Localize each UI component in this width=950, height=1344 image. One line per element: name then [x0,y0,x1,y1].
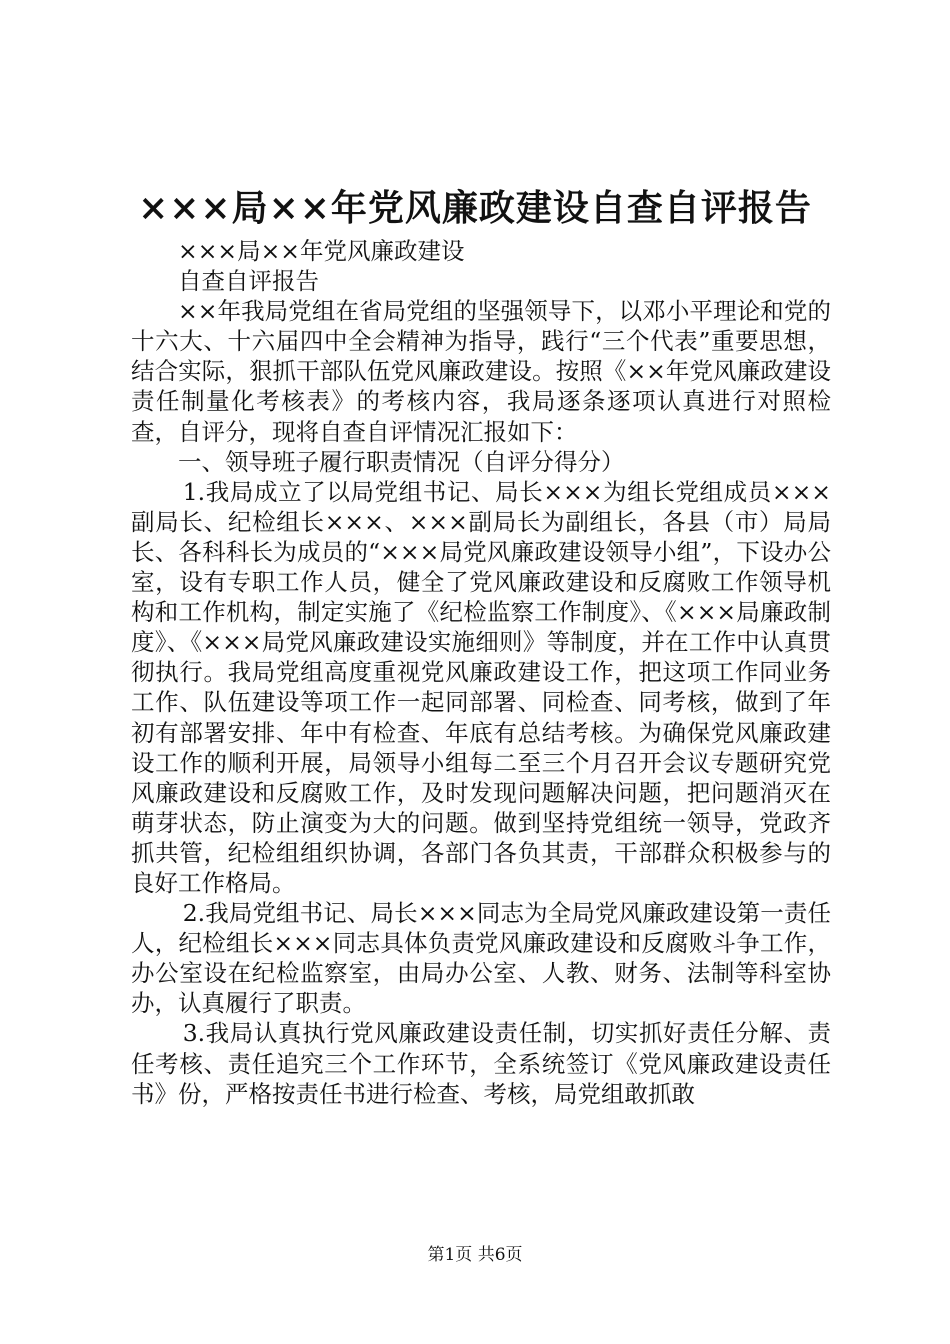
intro-paragraph: ××年我局党组在省局党组的坚强领导下，以邓小平理论和党的十六大、十六届四中全会精神为指导，践行“三个代表”重要思想，结合实际，狠抓干部队伍党风廉政建设。按照《××年党风廉政建设责任制量化考核表》的考核内容，我局逐条逐项认真进行对照检查，自评分，现将自查自评情况汇报如下： [131,297,831,446]
paragraph-item-2: 2.我局党组书记、局长×××同志为全局党风廉政建设第一责任人，纪检组长×××同志具体负责党风廉政建设和反腐败斗争工作，办公室设在纪检监察室，由局办公室、人教、财务、法制等科室协办，认真履行了职责。 [131,899,831,1018]
document-body [131,236,831,1109]
subtitle-line-2: 自查自评报告 [178,267,319,296]
paragraph-item-1: 1.我局成立了以局党组书记、局长×××为组长党组成员×××副局长、纪检组长×××、×××副局长为副组长，各县（市）局局长、各科科长为成员的“×××局党风廉政建设领导小组”，下设办公室，设有专职工作人员，健全了党风廉政建设和反腐败工作领导机构和工作机构，制定实施了《纪检监察工作制度》、《×××局廉政制度》、《×××局党风廉政建设实施细则》等制度，并在工作中认真贯彻执行。我局党组高度重视党风廉政建设工作，把这项工作同业务工作、队伍建设等项工作一起同部署、同检查、同考核，做到了年初有部署安排、年中有检查、年底有总结考核。为确保党风廉政建设工作的顺利开展，局领导小组每二至三个月召开会议专题研究党风廉政建设和反腐败工作，及时发现问题解决问题，把问题消灭在萌芽状态，防止演变为大的问题。做到坚持党组统一领导，党政齐抓共管，纪检组组织协调，各部门各负其责，干部群众积极参与的良好工作格局。 [131,477,831,897]
page-footer: 第1页 共6页 [427,1245,523,1265]
document-title: ×××局××年党风廉政建设自查自评报告 [138,187,812,229]
paragraph-item-3: 3.我局认真执行党风廉政建设责任制，切实抓好责任分解、责任考核、责任追究三个工作环节，全系统签订《党风廉政建设责任书》份，严格按责任书进行检查、考核，局党组敢抓敢 [131,1019,831,1108]
section-heading-1: 一、领导班子履行职责情况（自评分得分） [178,447,625,476]
subtitle-line-1: ×××局××年党风廉政建设 [178,237,465,265]
